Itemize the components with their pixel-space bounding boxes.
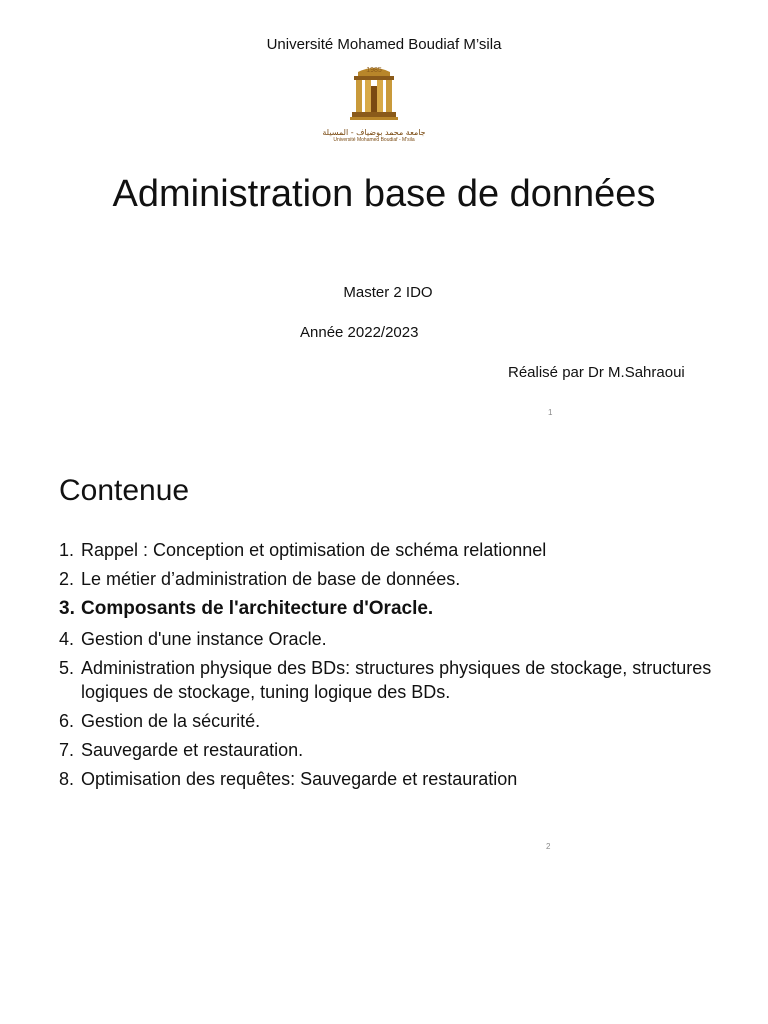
contents-item-text: Composants de l'architecture d'Oracle. [81, 598, 434, 619]
contents-item [59, 538, 739, 562]
contents-item-number: 8. [59, 769, 75, 789]
title-slide [0, 0, 768, 430]
contents-list [59, 538, 739, 796]
contents-item-text: Le métier d’administration de base de données. [81, 569, 461, 589]
page-number: 1 [548, 408, 553, 417]
contents-item [59, 596, 739, 622]
contents-item-text: Optimisation des requêtes: Sauvegarde et restauration [81, 769, 518, 789]
contents-item-number: 2. [59, 569, 75, 589]
university-building-logo-icon [304, 64, 444, 128]
logo-year: 1985 [366, 67, 382, 74]
contents-item [59, 627, 739, 651]
contents-item [59, 709, 739, 733]
contents-item-number: 3. [59, 598, 75, 619]
university-name: Université Mohamed Boudiaf M’sila [266, 36, 502, 53]
contents-item-text: Gestion de la sécurité. [81, 711, 261, 731]
contents-item-text: Sauvegarde et restauration. [81, 740, 304, 760]
contents-item-number: 7. [59, 740, 75, 760]
logo-latin-name: Université Mohamed Boudiaf - M'sila [333, 137, 415, 143]
contents-item [59, 767, 739, 791]
contents-slide [0, 430, 768, 870]
program-label: Master 2 IDO [343, 284, 433, 301]
contents-item [59, 567, 739, 591]
contents-item [59, 656, 739, 704]
contents-item-text: Administration physique des BDs: structures physiques de stockage, structures logiques de stockage, tuning logique des BDs. [81, 658, 712, 702]
contents-item [59, 738, 739, 762]
contents-item-text: Rappel : Conception et optimisation de schéma relationnel [81, 540, 547, 560]
contents-item-text: Gestion d'une instance Oracle. [81, 629, 327, 649]
contents-item-number: 1. [59, 540, 75, 560]
university-logo [304, 64, 444, 146]
logo-arabic-name: جامعة محمد بوضياف - المسيلة [322, 128, 426, 137]
contents-item-number: 6. [59, 711, 75, 731]
author-credit: Réalisé par Dr M.Sahraoui [508, 364, 685, 381]
contents-title: Contenue [59, 474, 190, 507]
contents-item-number: 4. [59, 629, 75, 649]
contents-item-number: 5. [59, 658, 75, 678]
presentation-title: Administration base de données [112, 173, 656, 215]
page-number: 2 [546, 842, 551, 851]
academic-year: Année 2022/2023 [300, 324, 419, 341]
